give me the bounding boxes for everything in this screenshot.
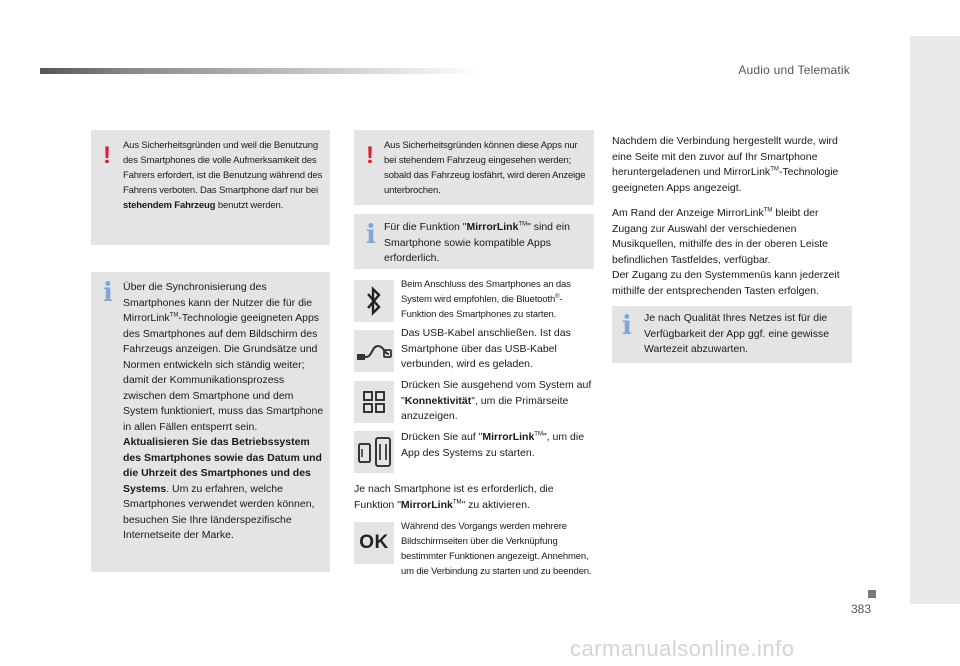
mirrorlink-step-text: Drücken Sie auf "MirrorLink™", um die App des Systems zu starten. (401, 431, 585, 459)
mirrorlink-phone-icon (356, 436, 392, 468)
warning-icon: ! (103, 142, 111, 169)
warning-icon: ! (366, 142, 374, 169)
bluetooth-icon (363, 286, 385, 316)
side-strip (910, 36, 960, 604)
usb-step-text: Das USB-Kabel anschließen. Ist das Smartphone über das USB-Kabel verbunden, wird es geladen. (401, 327, 571, 370)
right-paragraph-2: Am Rand der Anzeige MirrorLink™ bleibt der Zugang zur Auswahl der verschiedenen Musikquellen, mithilfe des in der oberen Leiste befindlichen Tastfeldes, verfügbar. Der Zugang zu den Systemmenüs kann jederzeit mithilfe der entsprechenden Tasten erfolgen. (612, 207, 840, 297)
left-info-box (91, 272, 330, 572)
usb-cable-icon (356, 338, 392, 364)
ok-step-text: Während des Vorgangs werden mehrere Bildschirmseiten über die Verknüpfung bestimmter Funktionen angezeigt. Annehmen, um die Verbindung zu starten und zu beenden. (401, 521, 592, 577)
info-icon: i (622, 311, 632, 341)
left-warning-box (91, 130, 330, 245)
middle-warning-text: Aus Sicherheitsgründen können diese Apps nur bei stehendem Fahrzeug eingesehen werden; sobald das Fahrzeug losfährt, wird deren Anzeige unterbrochen. (384, 140, 586, 196)
page-marker (868, 590, 876, 598)
page-number: 383 (851, 602, 872, 616)
bluetooth-step-text: Beim Anschluss des Smartphones an das System wird empfohlen, die Bluetooth®-Funktion des Smartphones zu starten. (401, 279, 571, 320)
bluetooth-icon-box (354, 280, 394, 322)
usb-cable-icon-box (354, 330, 394, 372)
right-info-text: Je nach Qualität Ihres Netzes ist für die Verfügbarkeit der App ggf. eine gewisse Wartezeit abzuwarten. (644, 312, 830, 355)
activate-mirrorlink-text: Je nach Smartphone ist es erforderlich, die Funktion "MirrorLink™" zu aktivieren. (354, 483, 554, 511)
header-gradient-bar (40, 68, 480, 74)
ok-icon: OK (359, 532, 389, 553)
ok-icon-box (354, 522, 394, 564)
page-header-title: Audio und Telematik (738, 63, 850, 77)
watermark: carmanualsonline.info (570, 636, 795, 661)
mirrorlink-icon-box (354, 431, 394, 473)
middle-info-box (354, 214, 594, 269)
info-icon: i (366, 220, 376, 250)
connectivity-step-text: Drücken Sie ausgehend vom System auf "Konnektivität", um die Primärseite anzuzeigen. (401, 379, 592, 422)
left-warning-text: Aus Sicherheitsgründen und weil die Benutzung des Smartphones die volle Aufmerksamkeit des Fahrers erfordert, ist die Benutzung während des Fahrens verboten. Das Smartphone darf nur bei stehendem Fahrzeug benutzt werden. (123, 140, 323, 211)
connectivity-icon-box (354, 381, 394, 423)
middle-info-text: Für die Funktion "MirrorLink™" sind ein Smartphone sowie kompatible Apps erforderlich. (384, 221, 570, 264)
info-icon: i (103, 278, 113, 308)
right-paragraph-1: Nachdem die Verbindung hergestellt wurde, wird eine Seite mit den zuvor auf Ihr Smartphone heruntergeladenen und MirrorLink™-Technologie geeigneten Apps angezeigt. (612, 135, 839, 194)
grid-apps-icon (362, 390, 386, 414)
left-info-text: Über die Synchronisierung des Smartphones kann der Nutzer die für die MirrorLink™-Technologie geeigneten Apps des Smartphones auf dem Bildschirm des Fahrzeugs anzeigen. Die Grundsätze und Normen entwickeln sich ständig weiter; damit der Kommunikationsprozess zwischen dem Smartphone und dem System funktioniert, muss das Smartphone in allen Fällen entsperrt sein. Aktualisieren Sie das Betriebssystem des Smartphones sowie das Datum und die Uhrzeit des Smartphones und des Systems. Um zu erfahren, welche Smartphones verwendet werden können, besuchen Sie Ihre länderspezifische Internetseite der Marke. (123, 281, 324, 541)
right-info-box (612, 306, 852, 363)
middle-warning-box (354, 130, 594, 205)
